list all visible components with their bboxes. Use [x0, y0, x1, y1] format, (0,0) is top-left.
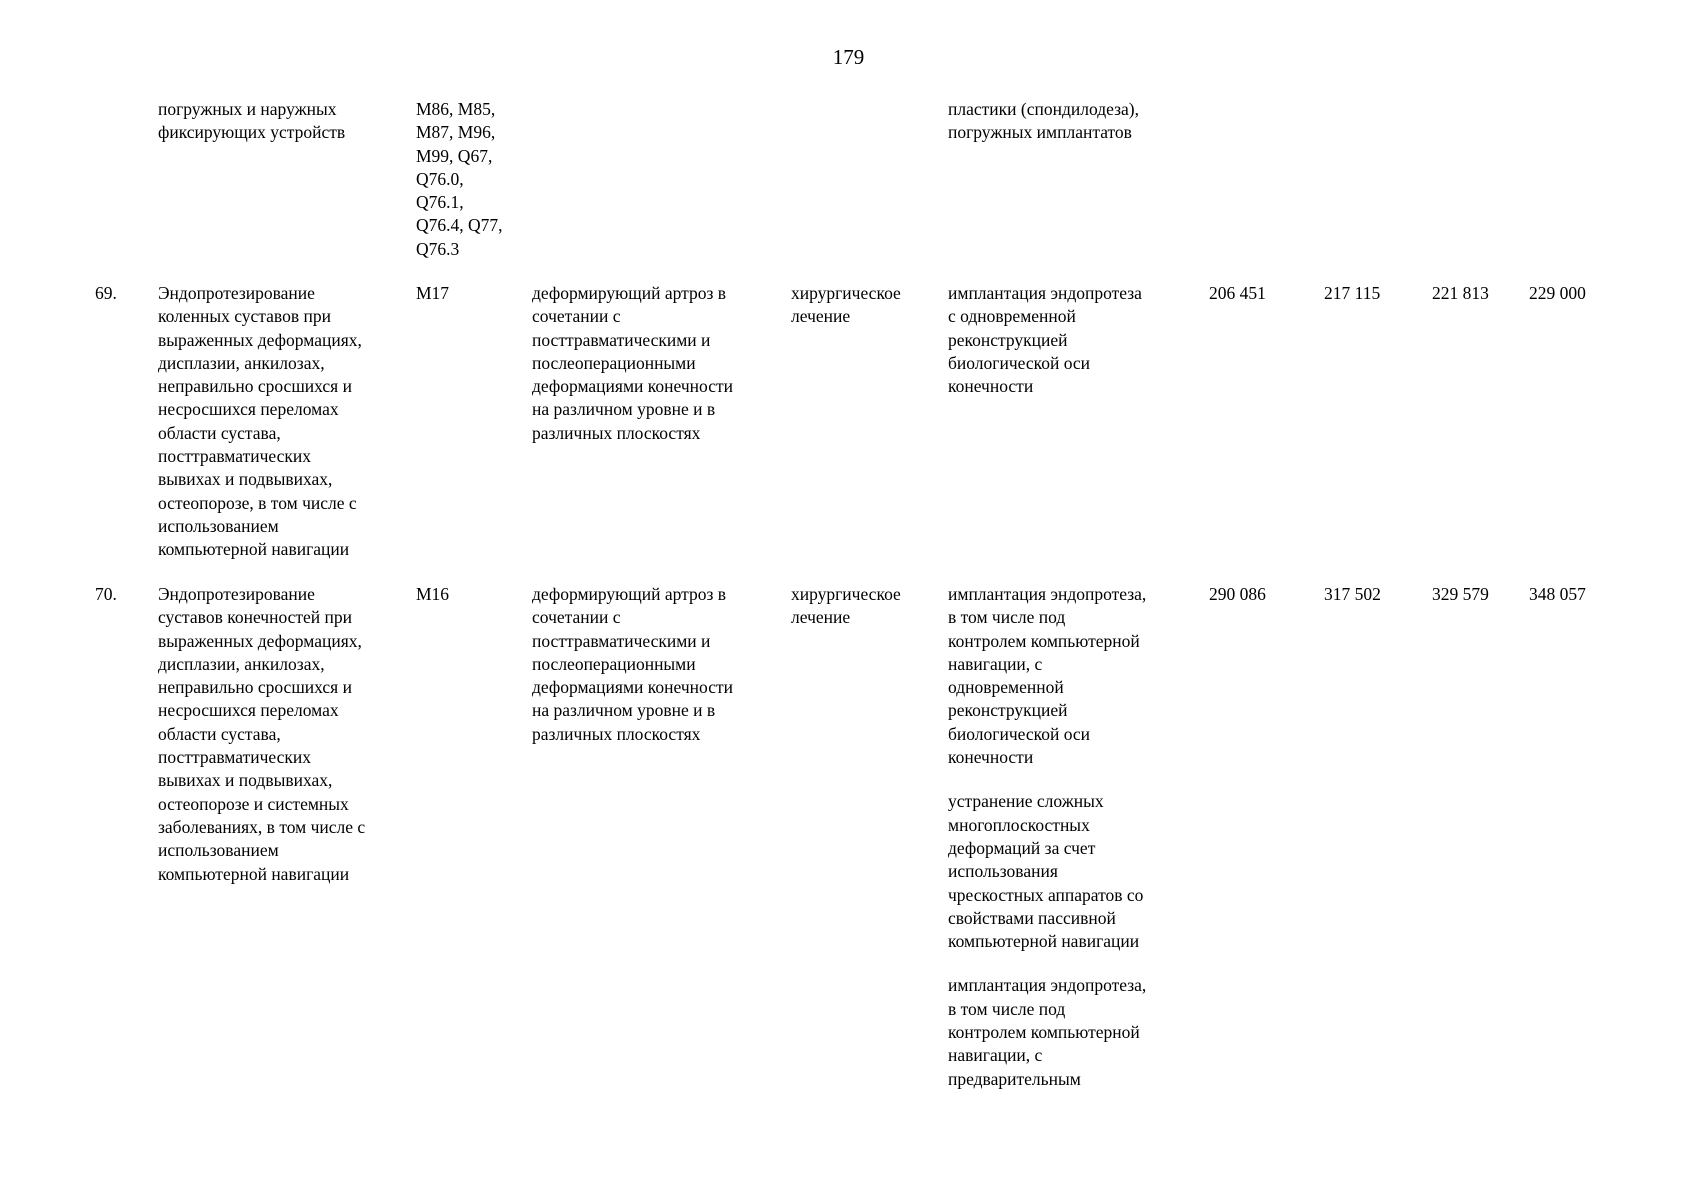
patient-model — [532, 282, 733, 445]
text-line: на различном уровне и в — [532, 700, 716, 721]
text-line: устранение сложных — [948, 791, 1104, 812]
text-line: конечности — [948, 747, 1034, 768]
text-line: реконструкцией — [948, 329, 1068, 350]
text-line: имплантация эндопротеза — [948, 283, 1142, 303]
text-line: использования — [948, 861, 1058, 882]
text-line: компьютерной навигации — [948, 931, 1140, 952]
page-number: 179 — [832, 45, 865, 69]
text-line: посттравматическими и — [532, 630, 711, 651]
text-line: биологической оси — [948, 723, 1091, 744]
text-line: Эндопротезирование — [158, 283, 315, 303]
procedure-name — [158, 583, 365, 886]
treatment-methods — [948, 282, 1142, 398]
text-line: навигации, с — [948, 653, 1043, 674]
text-line: Эндопротезирование — [158, 584, 315, 604]
text-line: свойствами пассивной — [948, 907, 1116, 928]
text-line: на различном уровне и в — [532, 399, 716, 420]
text-line: выраженных деформациях, — [158, 329, 362, 350]
treatment-method — [948, 282, 1142, 398]
text-line: неправильно сросшихся и — [158, 376, 352, 397]
text-line: посттравматических — [158, 446, 311, 467]
text-line: остеопорозе, в том числе с — [158, 492, 357, 513]
text-line: сочетании с — [532, 607, 621, 628]
text-line: Q76.0, — [416, 168, 464, 189]
text-line: деформирующий артроз в — [532, 283, 727, 303]
text-line: послеоперационными — [532, 352, 696, 373]
text-line: фиксирующих устройств — [158, 122, 346, 143]
treatment-method — [948, 974, 1146, 1090]
row-number: 69. — [95, 283, 117, 303]
treatment-type — [791, 282, 901, 329]
text-line: реконструкцией — [948, 700, 1068, 721]
text-line: использованием — [158, 515, 279, 536]
text-line: использованием — [158, 840, 279, 861]
text-line: заболеваниях, в том числе с — [158, 816, 366, 837]
text-line: области сустава, — [158, 723, 281, 744]
text-line: контролем компьютерной — [948, 1022, 1140, 1043]
text-line: чрескостных аппаратов со — [948, 884, 1144, 905]
diagnosis-code: M16 — [416, 584, 450, 604]
text-line: предварительным — [948, 1068, 1081, 1089]
patient-model — [532, 583, 733, 746]
text-line: послеоперационными — [532, 653, 696, 674]
text-line: суставов конечностей при — [158, 607, 353, 628]
text-line: имплантация эндопротеза, — [948, 975, 1147, 996]
text-line: хирургическое — [791, 584, 901, 604]
text-line: навигации, с — [948, 1045, 1043, 1066]
text-line: контролем компьютерной — [948, 630, 1140, 651]
price-2: 217 115 — [1324, 283, 1381, 303]
text-line: лечение — [791, 306, 851, 327]
price-2: 317 502 — [1324, 584, 1381, 604]
text-line: M99, Q67, — [416, 145, 493, 166]
text-line: одновременной — [948, 677, 1064, 698]
text-line: лечение — [791, 607, 851, 628]
price-3: 329 579 — [1432, 584, 1489, 604]
text-line: погружных имплантатов — [948, 122, 1132, 143]
price-3: 221 813 — [1432, 283, 1489, 303]
text-line: коленных суставов при — [158, 306, 331, 327]
text-line: остеопорозе и системных — [158, 793, 349, 814]
text-line: области сустава, — [158, 422, 281, 443]
text-line: Q76.4, Q77, — [416, 215, 503, 236]
continuation-method — [948, 98, 1139, 145]
text-line: Q76.3 — [416, 238, 460, 259]
text-line: деформациями конечности — [532, 376, 733, 397]
text-line: M86, M85, — [416, 99, 496, 119]
text-line: биологической оси — [948, 352, 1091, 373]
text-line: вывихах и подвывихах, — [158, 770, 333, 791]
treatment-method — [948, 583, 1146, 769]
text-line: с одновременной — [948, 306, 1076, 327]
text-line: компьютерной навигации — [158, 863, 350, 884]
text-line: дисплазии, анкилозах, — [158, 352, 325, 373]
text-line: многоплоскостных — [948, 814, 1090, 835]
text-line: различных плоскостях — [532, 422, 701, 443]
price-1: 290 086 — [1209, 584, 1266, 604]
text-line: компьютерной навигации — [158, 539, 350, 560]
text-line: деформациями конечности — [532, 677, 733, 698]
diagnosis-code: M17 — [416, 283, 450, 303]
text-line: конечности — [948, 376, 1034, 397]
text-line: пластики (спондилодеза), — [948, 99, 1139, 119]
text-line: M87, M96, — [416, 122, 496, 143]
text-line: Q76.1, — [416, 192, 464, 213]
text-line: различных плоскостях — [532, 723, 701, 744]
continuation-name — [158, 98, 345, 145]
text-line: деформирующий артроз в — [532, 584, 727, 604]
continuation-codes — [416, 98, 503, 261]
text-line: погружных и наружных — [158, 99, 337, 119]
text-line: несросшихся переломах — [158, 399, 339, 420]
text-line: имплантация эндопротеза, — [948, 584, 1147, 604]
text-line: в том числе под — [948, 998, 1066, 1019]
text-line: деформаций за счет — [948, 837, 1096, 858]
price-4: 348 057 — [1529, 584, 1586, 604]
text-line: сочетании с — [532, 306, 621, 327]
treatment-method — [948, 790, 1146, 953]
text-line: посттравматических — [158, 747, 311, 768]
text-line: дисплазии, анкилозах, — [158, 653, 325, 674]
treatment-methods — [948, 583, 1146, 1091]
text-line: посттравматическими и — [532, 329, 711, 350]
treatment-type — [791, 583, 901, 630]
price-1: 206 451 — [1209, 283, 1266, 303]
procedure-name — [158, 282, 362, 562]
text-line: неправильно сросшихся и — [158, 677, 352, 698]
price-4: 229 000 — [1529, 283, 1586, 303]
text-line: хирургическое — [791, 283, 901, 303]
text-line: вывихах и подвывихах, — [158, 469, 333, 490]
text-line: несросшихся переломах — [158, 700, 339, 721]
text-line: выраженных деформациях, — [158, 630, 362, 651]
text-line: в том числе под — [948, 607, 1066, 628]
row-number: 70. — [95, 584, 117, 604]
